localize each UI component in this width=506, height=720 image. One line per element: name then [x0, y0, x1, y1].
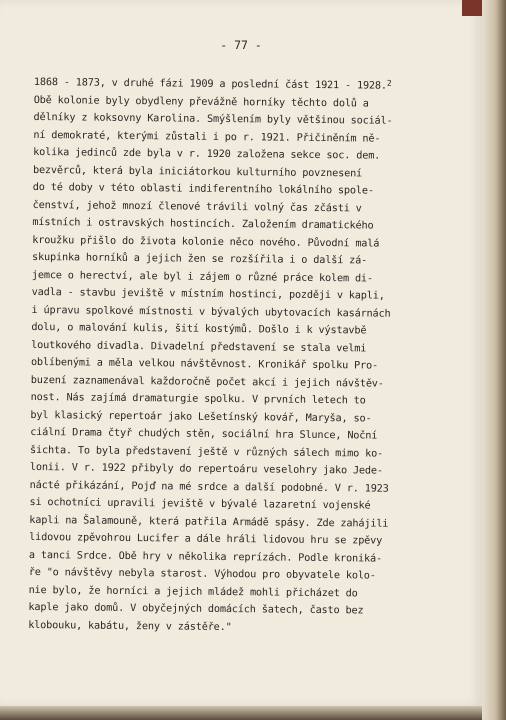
text-line: kaple jako domů. V obyčejných domácích šatech, často bez: [28, 601, 364, 617]
text-line: nie bylo, že horníci a jejich mládež mohli přicházet do: [28, 584, 358, 599]
text-line: ní demokraté, kterými zůstali i po r. 1921. Přičiněním ně-: [33, 129, 381, 145]
text-line: dolu, o malování kulis, šití kostýmů. Došlo i k výstavbě: [31, 321, 367, 337]
text-line: klobouku, kabátu, ženy v zástěře.": [28, 619, 232, 633]
text-line: buzení zaznamenával každoročně počet akcí i jejich návštěv-: [30, 374, 384, 390]
text-line: do té doby v této oblasti indiferentního lokálního spole-: [32, 181, 374, 197]
text-line: byl klasický repertoár jako Lešetínský kovář, Maryša, so-: [30, 409, 372, 425]
text-line: loutkového divadla. Divadelní představení se stala velmi: [31, 339, 367, 354]
text-line: čenství, jehož mnozí členové trávili volný čas zčásti v: [32, 199, 362, 214]
text-line: a tanci Srdce. Obě hry v několika reprízách. Podle kroniká-: [28, 549, 383, 565]
text-line: i úpravu spolkové místnosti v bývalých ubytovacích kasárnách: [31, 304, 391, 320]
text-line: místních i ostravských hostincích. Založením dramatického: [32, 216, 374, 232]
text-line: ciální Drama čtyř chudých stěn, sociální hra Slunce, Noční: [30, 426, 378, 442]
bookmark-tab: [462, 0, 482, 16]
text-line: dělníky z koksovny Karolina. Smýšlením byly většinou sociál-: [33, 111, 393, 127]
text-line: Obě kolonie byly obydleny převážně horníky těchto dolů a: [33, 94, 369, 110]
text-line: 1868 - 1873, v druhé fázi 1909 a poslední část 1921 - 1928.$^2$: [33, 76, 392, 92]
book-bottom-edge: [0, 706, 482, 720]
text-line: oblíbenými a měla velkou návštěvnost. Kronikář spolku Pro-: [30, 356, 379, 372]
page-number: - 77 -: [220, 38, 262, 52]
text-line: ře "o návštěvy nebyla starost. Výhodou pro obyvatele kolo-: [28, 566, 376, 582]
body-text: [28, 74, 474, 639]
page-stack-edge: [482, 0, 506, 720]
text-line: kroužku přišlo do života kolonie něco nového. Původní malá: [32, 234, 380, 250]
text-line: kapli na Šalamouně, která patřila Armádě spásy. Zde zahájili: [29, 514, 389, 530]
text-line: nost. Nás zajímá dramaturgie spolku. V prvních letech to: [30, 391, 366, 407]
text-line: jemce o herectví, ale byl i zájem o různé práce kolem di-: [31, 269, 373, 285]
text-line: si ochotníci upravili jeviště v bývalé lazaretní vojenské: [29, 496, 371, 512]
text-line: lidovou zpěvohrou Lucifer a dále hráli lidovou hru se zpěvy: [29, 531, 383, 547]
text-line: bezvěrců, která byla iniciátorkou kulturního povznesení: [32, 164, 363, 179]
text-line: nácté přikázání, Pojď na mé srdce a další podobné. V r. 1923: [29, 479, 389, 495]
text-line: lonii. V r. 1922 přibyly do repertoáru veselohry jako Jede-: [29, 461, 383, 477]
footnote-marker: 2: [386, 78, 392, 88]
text-line: šichta. To byla představení ještě v různých sálech mimo ko-: [30, 444, 384, 460]
text-line: kolika jedinců zde byla v r. 1920 založena sekce soc. dem.: [33, 146, 381, 162]
text-line: vadla - stavbu jeviště v místním hostinci, později v kapli,: [31, 286, 385, 302]
text-line: skupinka horníků a jejich žen se rozšířila i o další zá-: [32, 251, 368, 267]
